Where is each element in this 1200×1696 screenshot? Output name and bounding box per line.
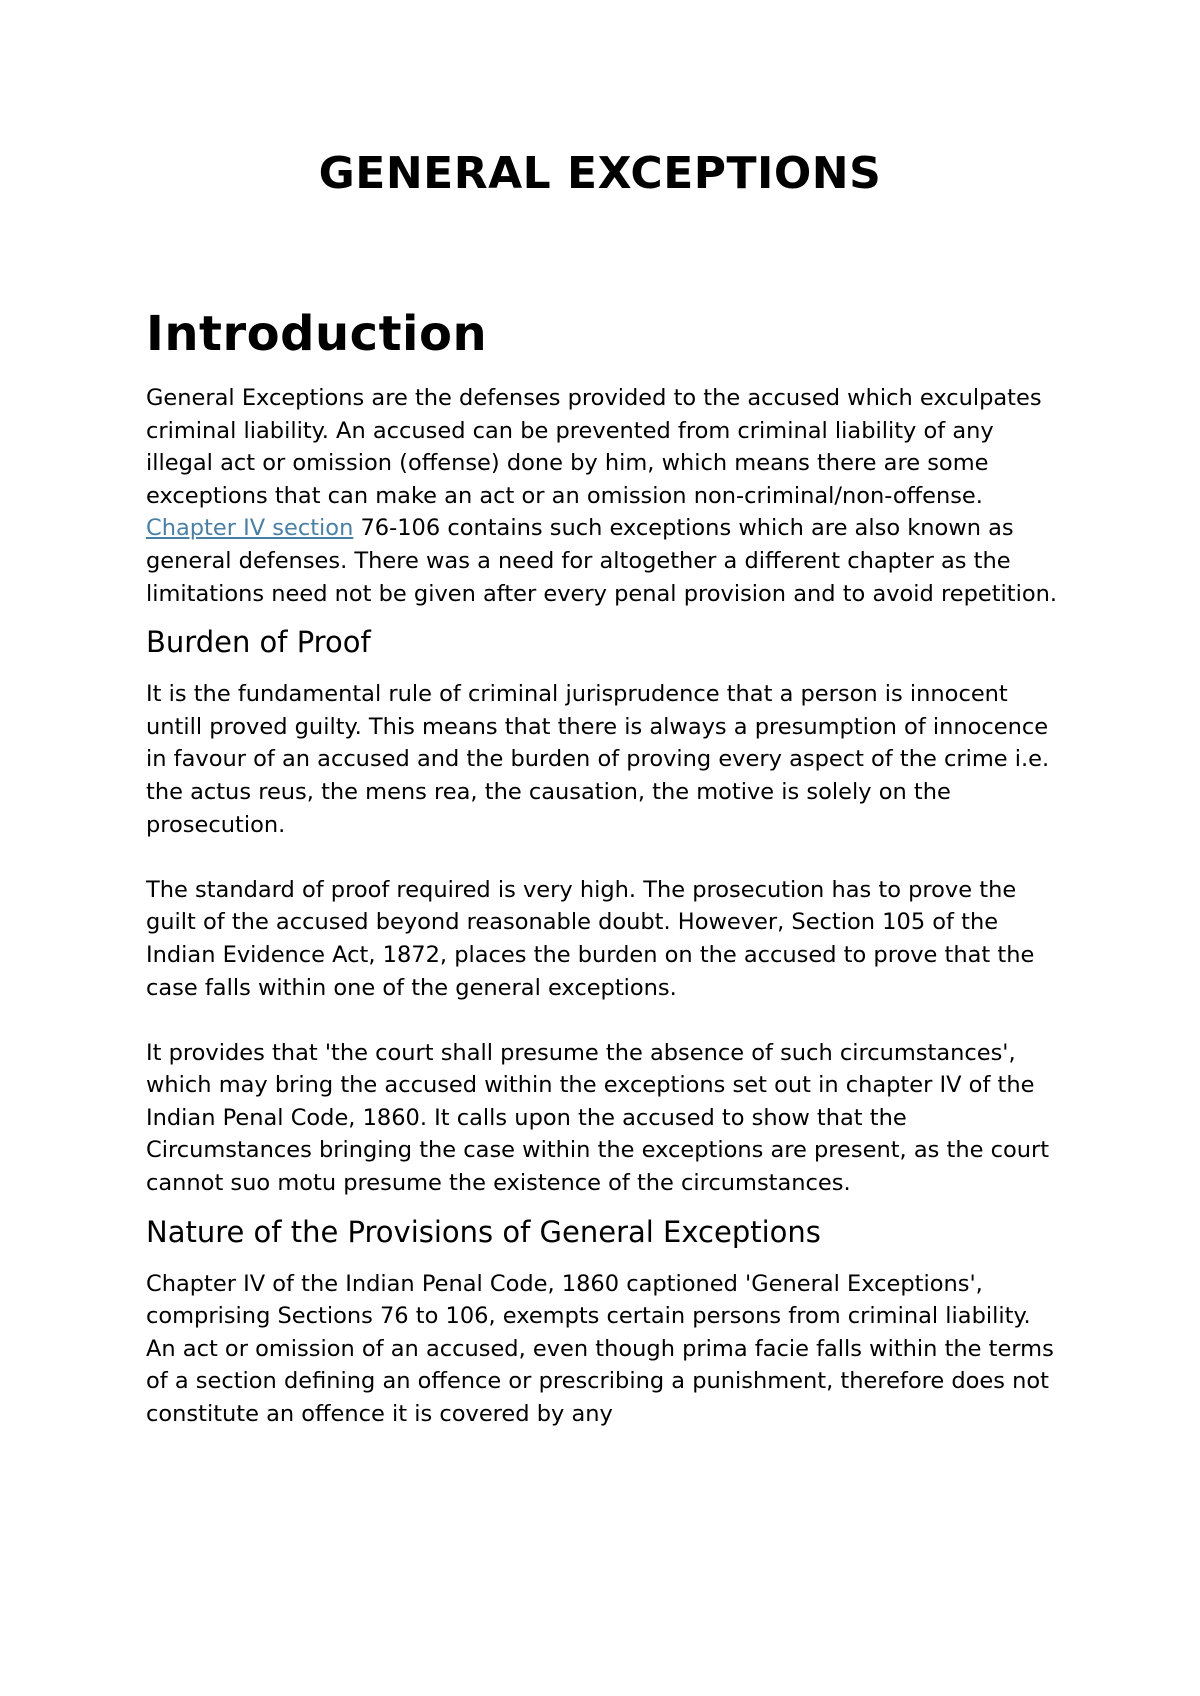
burden-of-proof-paragraph-2: The standard of proof required is very high. The prosecution has to prove the guilt of the accused beyond reasonable doubt. However, Section 105 of the Indian Evidence Act, 1872, places the burden on the accused to prove that the case falls within one of the general exceptions. xyxy=(146,876,1035,1001)
nature-paragraph-1: Chapter IV of the Indian Penal Code, 1860 captioned 'General Exceptions', comprising Sections 76 to 106, exempts certain persons from criminal liability. An act or omission of an accused, even though prima facie falls within the terms of a section defining an offence or prescribing a punishment, therefore does not constitute an offence it is covered by any xyxy=(146,1270,1054,1428)
nature-heading: Nature of the Provisions of General Exceptions xyxy=(146,1214,821,1249)
burden-of-proof-heading: Burden of Proof xyxy=(146,625,371,660)
burden-of-proof-paragraph-1: It is the fundamental rule of criminal jurisprudence that a person is innocent untill proved guilty. This means that there is always a presumption of innocence in favour of an accused and the burden of proving every aspect of the crime i.e. the actus reus, the mens rea, the causation, the motive is solely on the prosecution. xyxy=(146,681,1050,838)
introduction-heading: Introduction xyxy=(146,306,488,362)
chapter-iv-section-link[interactable]: Chapter IV section xyxy=(146,515,354,542)
burden-of-proof-paragraph-3: It provides that 'the court shall presume the absence of such circumstances', which may bring the accused within the exceptions set out in chapter IV of the Indian Penal Code, 1860. It calls upon the accused to show that the Circumstances bringing the case within the exceptions are present, as the court cannot suo motu presume the existence of the circumstances. xyxy=(146,1039,1050,1197)
document-title: GENERAL EXCEPTIONS xyxy=(318,148,882,199)
introduction-paragraph-2 xyxy=(146,512,1066,610)
introduction-paragraph-1: General Exceptions are the defenses provided to the accused which exculpates criminal liability. An accused can be prevented from criminal liability of any illegal act or omission (offense) done by him, which means there are some exceptions that can make an act or an omission non-criminal/non-offense. xyxy=(146,385,1042,509)
introduction-paragraph-2-text: 76-106 contains such exceptions which are also known as general defenses. There was a need for altogether a different chapter as the limitations need not be given after every penal provision and to avoid repetition. xyxy=(146,515,1058,607)
document-body xyxy=(146,306,1066,1431)
